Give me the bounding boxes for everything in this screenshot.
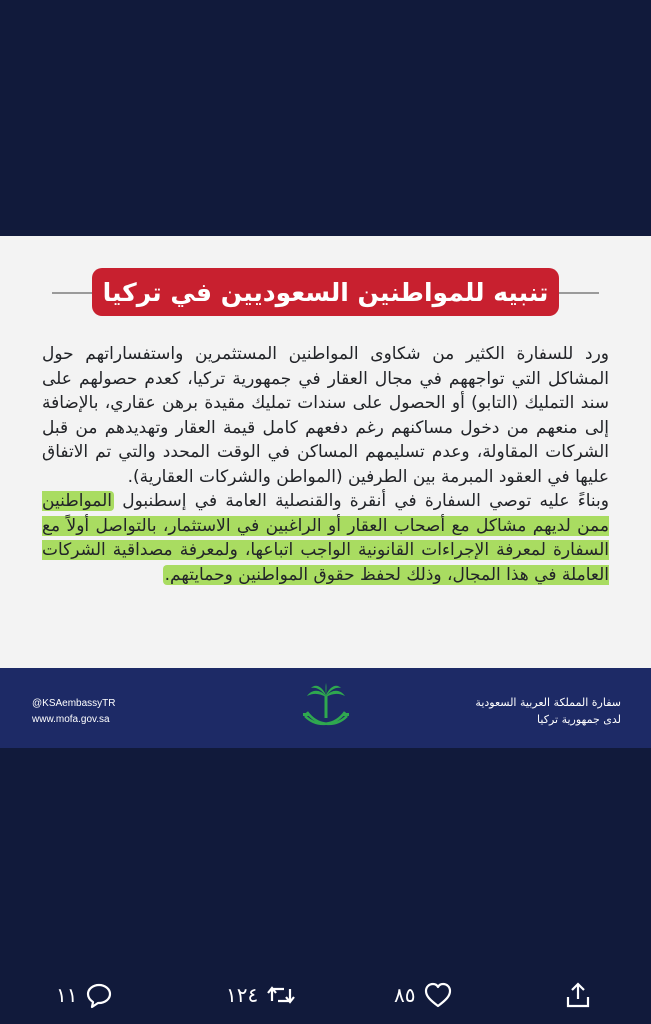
retweet-count: ١٢٤ — [226, 983, 259, 1007]
notice-body — [42, 342, 609, 587]
twitter-handle: @KSAembassyTR — [32, 698, 116, 709]
tweet-action-bar — [0, 972, 651, 1018]
embassy-name-line-1: سفارة المملكة العربية السعودية — [475, 696, 621, 709]
reply-icon — [85, 981, 113, 1009]
saudi-emblem-icon — [299, 682, 353, 736]
notice-paragraph-1: ورد للسفارة الكثير من شكاوى المواطنين المستثمرين واستفساراتهم حول المشاكل التي تواجههم في مجال العقار في جمهورية تركيا، كعدم حصولهم على سند التمليك (التابو) أو الحصول على سندات تمليك مقيدة برهن عقاري، بالإضافة إلى منعهم من دخول مساكنهم رغم دفعهم كامل قيمة العقار وتهديدهم من قبل الشركات المقاولة، وعدم تسليمهم المساكن في الوقت المحدد والتي تم الاتفاق عليها في العقود المبرمة بين الطرفين (المواطن والشركات العقارية). — [42, 344, 609, 487]
title-divider-left — [52, 292, 92, 294]
reply-button[interactable] — [56, 978, 113, 1012]
embassy-name-line-2: لدى جمهورية تركيا — [537, 713, 621, 726]
notice-image[interactable] — [0, 236, 651, 668]
notice-paragraph-2 — [42, 489, 609, 587]
notice-paragraph-2-plain: وبناءً عليه توصي السفارة في أنقرة والقنصلية العامة في إسطنبول — [122, 491, 609, 511]
heart-icon — [423, 981, 453, 1009]
share-button[interactable] — [564, 978, 592, 1012]
embassy-footer — [0, 668, 651, 748]
reply-count: ١١ — [56, 983, 78, 1007]
retweet-icon — [266, 981, 296, 1009]
notice-title: تنبيه للمواطنين السعوديين في تركيا — [92, 268, 559, 316]
highlighted-text: المواطنين ممن لديهم مشاكل مع أصحاب العقار أو الراغبين في الاستثمار، بالتواصل أولاً مع السفارة لمعرفة الإجراءات القانونية الواجب اتباعها، ولمعرفة مصداقية الشركات العاملة في هذا المجال، وذلك لحفظ حقوق المواطنين وحمايتهم. — [42, 491, 609, 585]
retweet-button[interactable] — [226, 978, 296, 1012]
like-count: ٨٥ — [394, 983, 416, 1007]
share-icon — [564, 981, 592, 1009]
footer-contact — [32, 696, 116, 728]
title-divider-right — [559, 292, 599, 294]
website-link: www.mofa.gov.sa — [32, 714, 110, 725]
dark-top-background — [0, 0, 651, 236]
title-bar — [0, 268, 651, 316]
embassy-name — [475, 694, 621, 728]
like-button[interactable] — [394, 978, 453, 1012]
